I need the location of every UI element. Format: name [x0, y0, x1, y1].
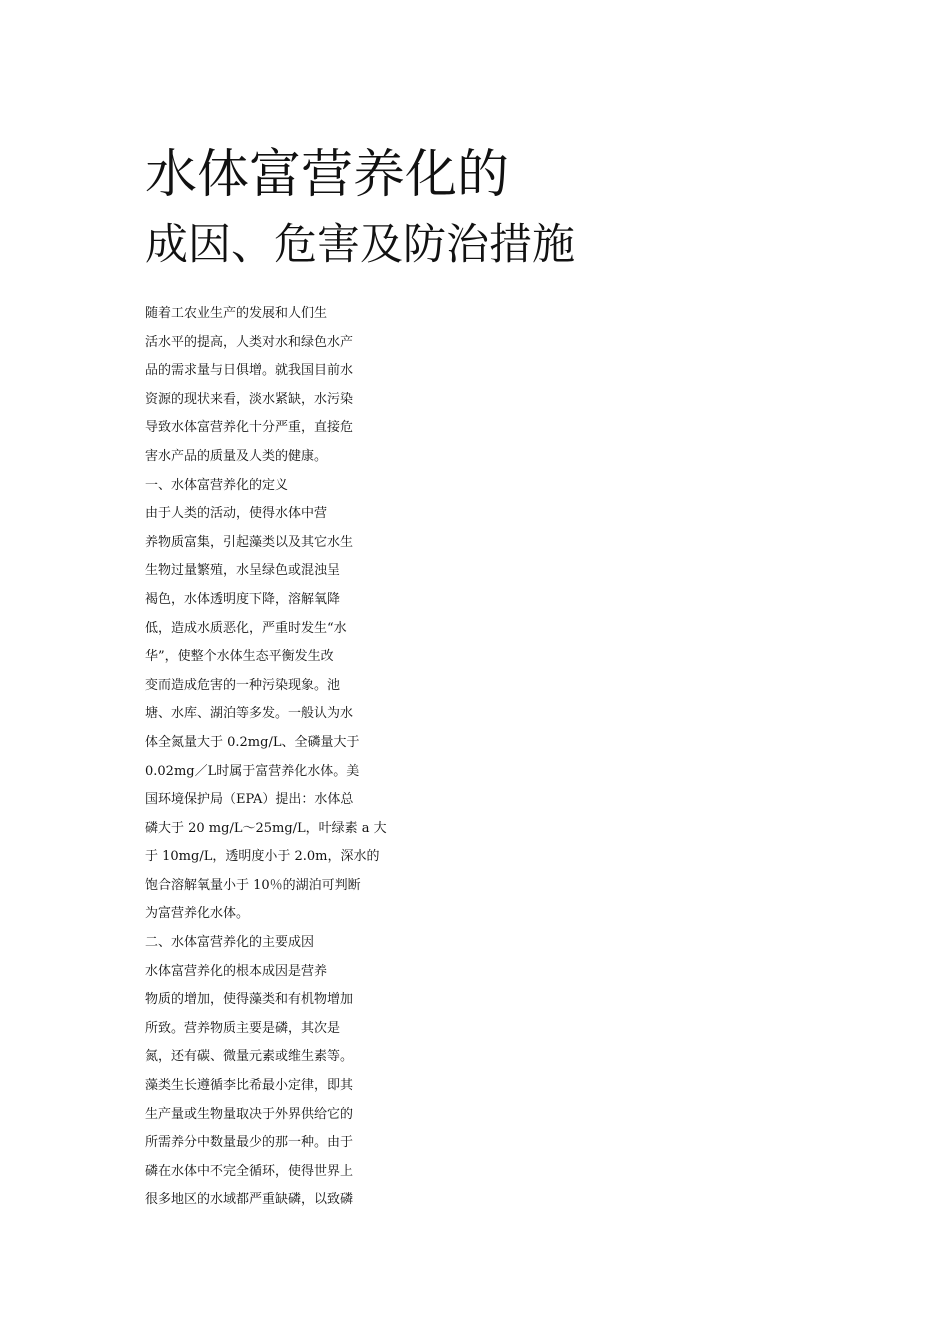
body-line: 水体富营养化的根本成因是营养	[145, 963, 328, 979]
body-line: 害水产品的质量及人类的健康。	[145, 448, 328, 464]
title-line-1: 水体富营养化的	[145, 145, 510, 205]
body-line: 物质的增加，使得藻类和有机物增加	[145, 992, 354, 1008]
body-line: 藻类生长遵循李比希最小定律，即其	[145, 1078, 354, 1094]
body-line: 氮，还有碳、微量元素或维生素等。	[145, 1049, 354, 1065]
body-line: 生物过量繁殖，水呈绿色或混浊呈	[145, 563, 341, 579]
body-line: 资源的现状来看，淡水紧缺，水污染	[145, 391, 354, 407]
body-line: 磷大于 20 mg/L～25mg/L，叶绿素 a 大	[145, 820, 387, 836]
body-line: 二、水体富营养化的主要成因	[145, 935, 315, 951]
body-line: 为富营养化水体。	[145, 906, 250, 922]
body-line: 很多地区的水域都严重缺磷，以致磷	[145, 1192, 354, 1208]
body-line: 国环境保护局（EPA）提出：水体总	[145, 792, 354, 808]
body-text	[145, 300, 405, 1215]
body-line: 导致水体富营养化十分严重，直接危	[145, 420, 354, 436]
body-line: 一、水体富营养化的定义	[145, 477, 289, 493]
body-line: 体全氮量大于 0.2mg/L、全磷量大于	[145, 734, 360, 750]
body-line: 塘、水库、湖泊等多发。一般认为水	[145, 706, 354, 722]
body-line: 华”，使整个水体生态平衡发生改	[145, 649, 334, 665]
body-line: 0.02mg／L时属于富营养化水体。美	[145, 763, 360, 779]
body-line: 低，造成水质恶化，严重时发生“水	[145, 620, 347, 636]
body-line: 所需养分中数量最少的那一种。由于	[145, 1135, 354, 1151]
body-line: 养物质富集，引起藻类以及其它水生	[145, 534, 354, 550]
body-line: 磷在水体中不完全循环，使得世界上	[145, 1163, 354, 1179]
body-line: 随着工农业生产的发展和人们生	[145, 306, 328, 321]
body-line: 活水平的提高，人类对水和绿色水产	[145, 334, 354, 350]
body-line: 所致。营养物质主要是磷，其次是	[145, 1020, 341, 1036]
body-line: 饱合溶解氧量小于 10％的湖泊可判断	[145, 877, 361, 893]
body-line: 褐色，水体透明度下降，溶解氧降	[145, 591, 341, 607]
title-line-2: 成因、危害及防治措施	[145, 220, 575, 270]
body-line: 品的需求量与日俱增。就我国目前水	[145, 363, 354, 379]
body-line: 于 10mg/L，透明度小于 2.0m，深水的	[145, 849, 380, 865]
body-line: 由于人类的活动，使得水体中营	[145, 506, 328, 522]
body-line: 生产量或生物量取决于外界供给它的	[145, 1106, 354, 1122]
body-line: 变而造成危害的一种污染现象。池	[145, 677, 341, 693]
